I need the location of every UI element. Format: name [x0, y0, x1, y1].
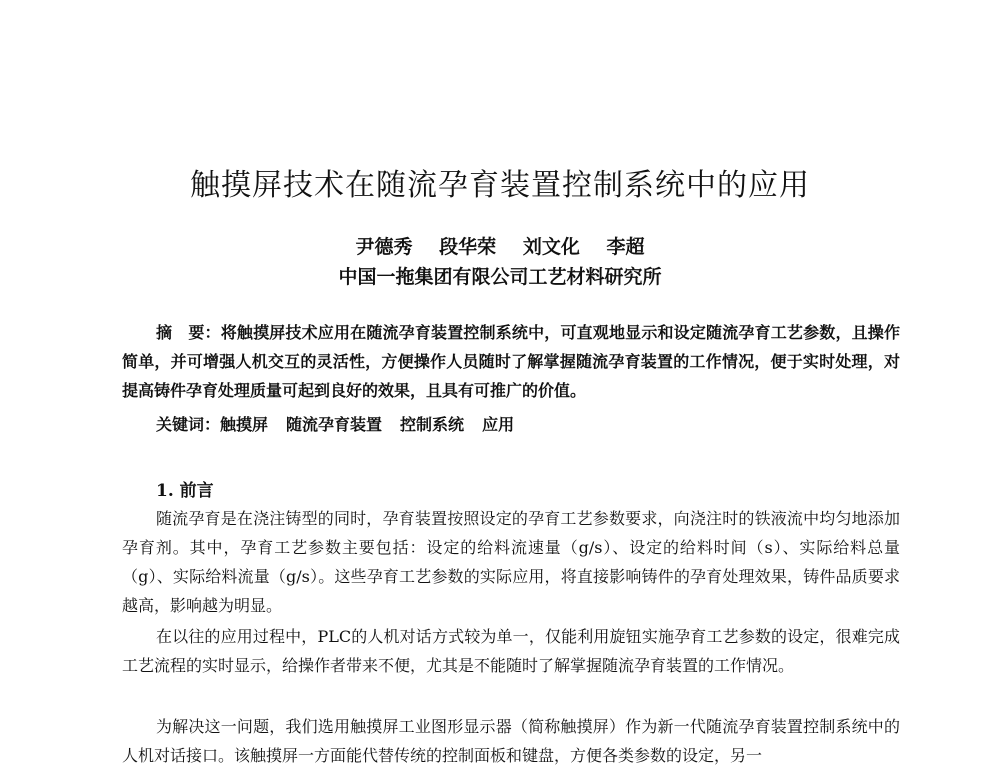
body-paragraph: 随流孕育是在浇注铸型的同时，孕育装置按照设定的孕育工艺参数要求，向浇注时的铁液流中均匀地添加孕育剂。其中，孕育工艺参数主要包括：设定的给料流速量（g/s）、设定的给料时间（s）、实际给料总量（g）、实际给料流量（g/s）。这些孕育工艺参数的实际应用，将直接影响铸件的孕育处理效果，铸件品质要求越高，影响越为明显。: [122, 509, 900, 615]
keyword: 控制系统: [400, 415, 465, 434]
author-name: 刘文化: [522, 236, 580, 258]
keywords: [156, 412, 532, 435]
body-paragraph: 为解决这一问题，我们选用触摸屏工业图形显示器（简称触摸屏）作为新一代随流孕育装置控制系统中的人机对话接口。该触摸屏一方面能代替传统的控制面板和键盘，方便各类参数的设定，另一: [122, 717, 900, 765]
author-name: 尹德秀: [355, 236, 413, 258]
author-name: 李超: [606, 236, 645, 258]
abstract-label: 摘 要：: [156, 323, 221, 342]
abstract: [122, 318, 900, 405]
abstract-text: 将触摸屏技术应用在随流孕育装置控制系统中，可直观地显示和设定随流孕育工艺参数，且操作简单，并可增强人机交互的灵活性，方便操作人员随时了解掌握随流孕育装置的工作情况，便于实时处理，对提高铸件孕育处理质量可起到良好的效果，且具有可推广的价值。: [122, 323, 900, 400]
keyword: 应用: [482, 415, 515, 434]
keywords-label: 关键词：: [156, 415, 221, 434]
body-paragraph: 在以往的应用过程中，PLC的人机对话方式较为单一，仅能利用旋钮实施孕育工艺参数的设定，很难完成工艺流程的实时显示，给操作者带来不便，尤其是不能随时了解掌握随流孕育装置的工作情况。: [122, 627, 900, 675]
author-list: [0, 232, 1000, 259]
author-name: 段华荣: [439, 236, 497, 258]
affiliation: 中国一拖集团有限公司工艺材料研究所: [338, 266, 662, 288]
keyword: 随流孕育装置: [286, 415, 383, 434]
paper-title: 触摸屏技术在随流孕育装置控制系统中的应用: [190, 168, 810, 203]
keyword: 触摸屏: [220, 415, 269, 434]
section-heading: 1. 前言: [156, 481, 214, 501]
